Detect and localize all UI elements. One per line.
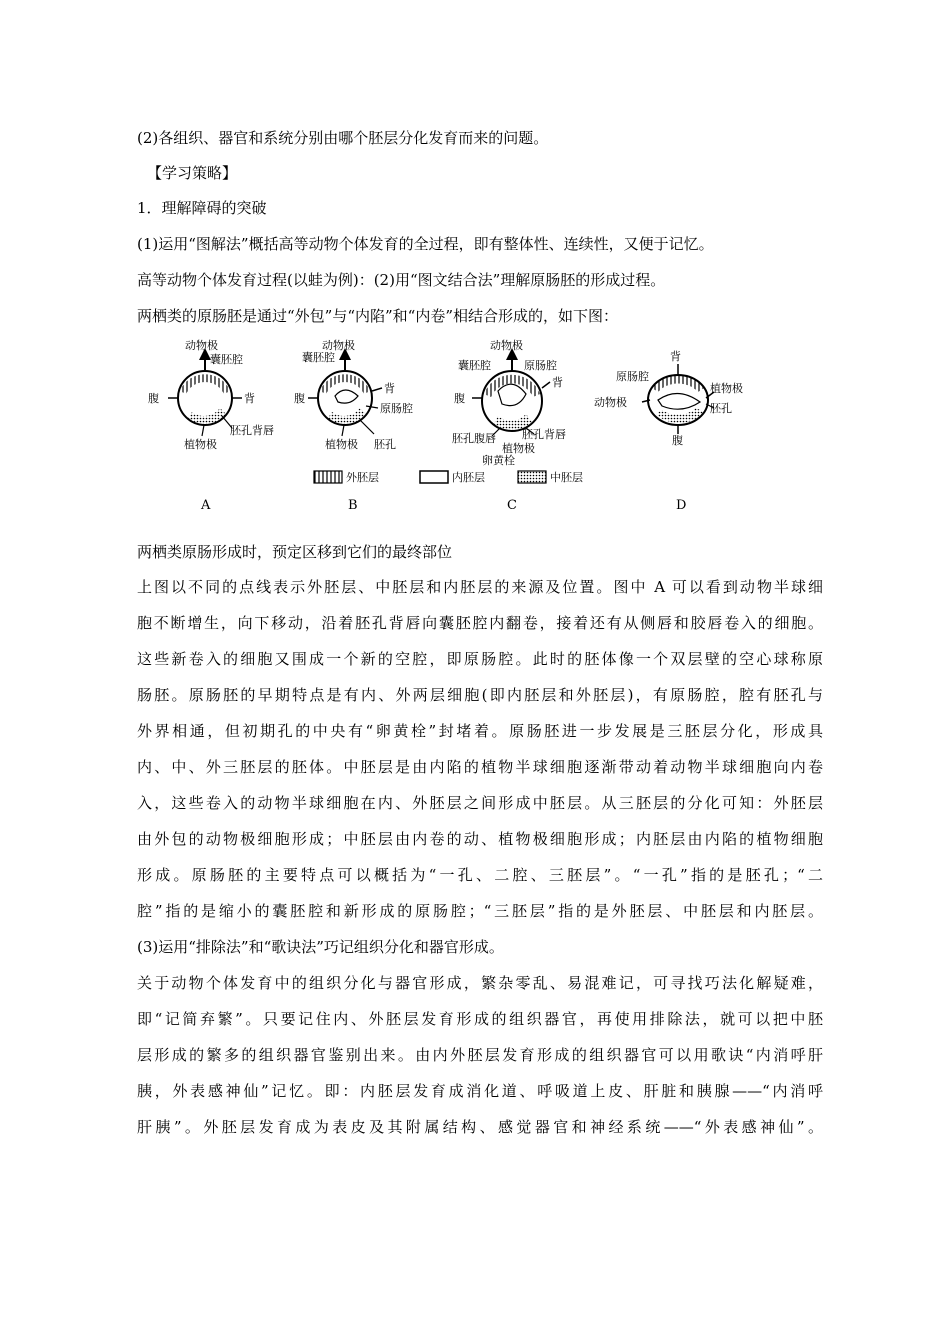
- label-b-blastopore: 胚孔: [374, 438, 396, 451]
- label-c-yolk-plug: 卵黄栓: [482, 454, 515, 467]
- heading-method-3: (3)运用“排除法”和“歌诀法”巧记组织分化和器官形成。: [137, 938, 504, 956]
- para1-line: 内、中、外三胚层的胚体。中胚层是由内陷的植物半球细胞逐渐带动着动物半球细胞向内卷: [137, 758, 823, 776]
- para1-line: 胞不断增生，向下移动，沿着胚孔背唇向囊胚腔内翻卷，接着还有从侧唇和胶唇卷入的细胞。: [137, 614, 823, 632]
- label-a-dorsal: 背: [244, 392, 255, 405]
- label-d-blastopore: 胚孔: [710, 402, 732, 415]
- label-c-animal-pole: 动物极: [490, 339, 523, 352]
- legend-mesoderm-label: 中胚层: [550, 471, 583, 484]
- para2-line: 关于动物个体发育中的组织分化与器官形成，繁杂零乱、易混难记，可寻找巧法化解疑难，: [137, 974, 823, 992]
- label-a-ventral: 腹: [148, 392, 159, 405]
- panel-label-d: D: [676, 498, 687, 513]
- panel-b-diagram: [308, 354, 382, 436]
- text-line-heading-1: 1．理解障碍的突破: [137, 199, 267, 217]
- para1-line: 由外包的动物极细胞形成；中胚层由内卷的动、植物极细胞形成；内胚层由内陷的植物细胞: [137, 830, 823, 848]
- gastrulation-figure: [130, 336, 830, 526]
- para1-line: 上图以不同的点线表示外胚层、中胚层和内胚层的来源及位置。图中 A 可以看到动物半球细: [137, 578, 823, 596]
- panel-label-a: A: [201, 498, 211, 513]
- para2-line: 胰，外表感神仙”记忆。即：内胚层发育成消化道、呼吸道上皮、肝脏和胰腺——“内消呼: [137, 1082, 823, 1100]
- text-line-process: 高等动物个体发育过程(以蛙为例)：(2)用“图文结合法”理解原肠胚的形成过程。: [137, 271, 666, 289]
- para1-line: 外界相通，但初期孔的中央有“卵黄栓”封堵着。原肠胚进一步发展是三胚层分化，形成具: [137, 722, 823, 740]
- legend-ectoderm-label: 外胚层: [346, 471, 379, 484]
- legend-endoderm-swatch: [420, 471, 448, 483]
- para1-line: 肠胚。原肠胚的早期特点是有内、外两层细胞(即内胚层和外胚层)，有原肠腔，腔有胚孔与: [137, 686, 823, 704]
- label-d-archenteron: 原肠腔: [616, 370, 649, 383]
- para2-line: 层形成的繁多的组织器官鉴别出来。由内外胚层发育形成的组织器官可以用歌诀“内消呼肝: [137, 1046, 823, 1064]
- para2-line: 肝胰”。外胚层发育成为表皮及其附属结构、感觉器官和神经系统——“外表感神仙”。: [137, 1118, 823, 1136]
- label-d-animal-pole: 动物极: [594, 396, 627, 409]
- label-c-ventral: 腹: [454, 392, 465, 405]
- para1-line: 形成。原肠胚的主要特点可以概括为“一孔、二腔、三胚层”。“一孔”指的是胚孔；“二: [137, 866, 823, 884]
- panel-d-diagram: [642, 364, 714, 434]
- label-d-ventral: 腹: [672, 434, 683, 447]
- label-c-archenteron: 原肠腔: [524, 359, 557, 372]
- text-line-subquestion: (2)各组织、器官和系统分别由哪个胚层分化发育而来的问题。: [137, 129, 549, 147]
- para1-line: 这些新卷入的细胞又围成一个新的空腔，即原肠腔。此时的胚体像一个双层壁的空心球称原: [137, 650, 823, 668]
- panel-label-b: B: [348, 498, 358, 513]
- label-c-ventral-lip: 胚孔腹唇: [452, 432, 496, 445]
- label-c-vegetal-pole: 植物极: [502, 442, 535, 455]
- legend-ectoderm-swatch: [314, 471, 342, 483]
- figure-caption: 两栖类原肠形成时，预定区移到它们的最终部位: [137, 543, 453, 561]
- label-d-vegetal-pole: 植物极: [710, 382, 743, 395]
- legend-mesoderm-swatch: [518, 471, 546, 483]
- label-b-archenteron: 原肠腔: [380, 402, 413, 415]
- panel-label-c: C: [507, 498, 517, 513]
- label-c-blastocoel: 囊胚腔: [458, 359, 491, 372]
- label-b-blastocoel: 囊胚腔: [302, 351, 335, 364]
- label-b-vegetal-pole: 植物极: [325, 438, 358, 451]
- label-c-dorsal-lip: 胚孔背唇: [522, 428, 566, 441]
- label-c-dorsal: 背: [552, 376, 563, 389]
- label-b-dorsal: 背: [384, 382, 395, 395]
- label-a-dorsal-lip: 胚孔背唇: [230, 424, 274, 437]
- label-a-animal-pole: 动物极: [185, 339, 218, 352]
- label-a-vegetal-pole: 植物极: [184, 438, 217, 451]
- para1-line: 入，这些卷入的动物半球细胞在内、外胚层之间形成中胚层。从三胚层的分化可知：外胚层: [137, 794, 823, 812]
- para2-line: 即“记简弃繁”。只要记住内、外胚层发育形成的组织器官，再使用排除法，就可以把中胚: [137, 1010, 823, 1028]
- section-heading-strategy: 【学习策略】: [147, 164, 238, 182]
- text-line-intro-figure: 两栖类的原肠胚是通过“外包”与“内陷”和“内卷”相结合形成的，如下图：: [137, 307, 619, 325]
- label-b-ventral: 腹: [294, 392, 305, 405]
- text-line-method-1: (1)运用“图解法”概括高等动物个体发育的全过程，即有整体性、连续性，又便于记忆。: [137, 235, 714, 253]
- label-d-dorsal: 背: [670, 350, 681, 363]
- para1-line: 腔”指的是缩小的囊胚腔和新形成的原肠腔；“三胚层”指的是外胚层、中胚层和内胚层。: [137, 902, 823, 920]
- legend-endoderm-label: 内胚层: [452, 471, 485, 484]
- label-a-blastocoel: 囊胚腔: [210, 353, 243, 366]
- label-b-animal-pole: 动物极: [322, 339, 355, 352]
